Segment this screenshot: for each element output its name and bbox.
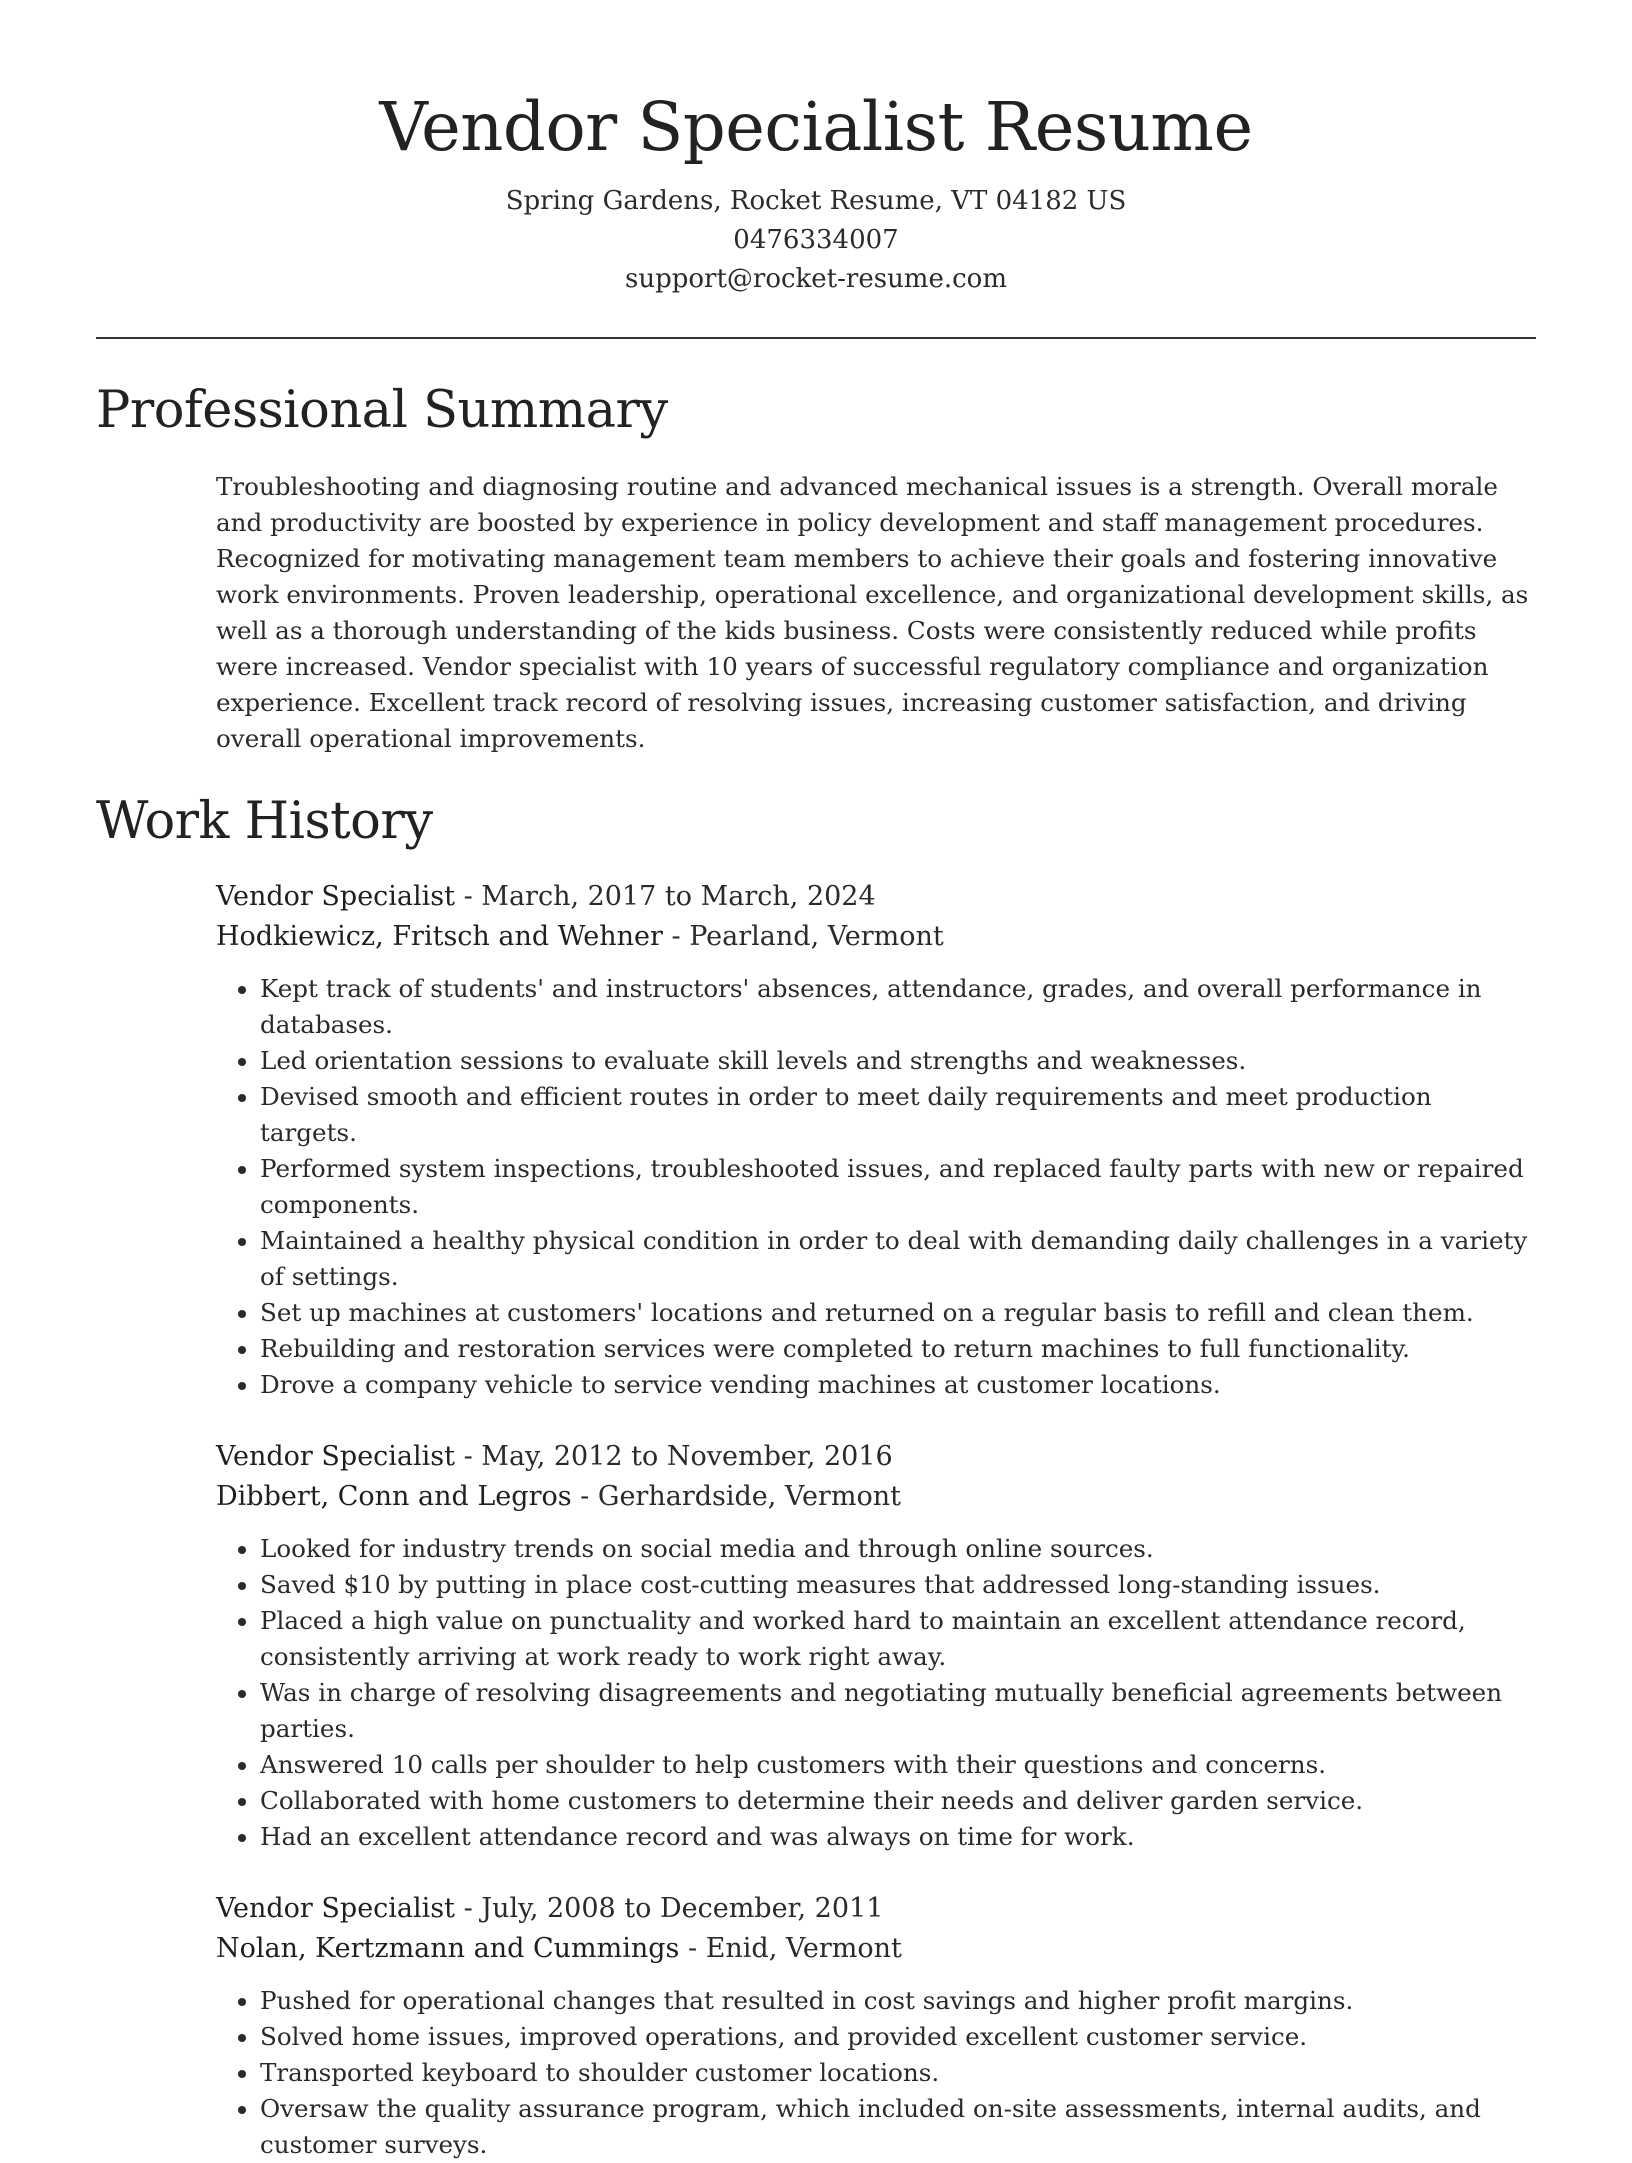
job-title-line (216, 1437, 1536, 1477)
job-duty: • Performed system inspections, troubleshooted issues, and replaced faulty parts with new or repaired components. (260, 1151, 1536, 1223)
header-divider (96, 337, 1536, 339)
job-duty: • Devised smooth and efficient routes in order to meet daily requirements and meet production targets. (260, 1079, 1536, 1151)
job-duty: • Kept track of students' and instructors' absences, attendance, grades, and overall performance in databases. (260, 971, 1536, 1043)
job-duty: • Rebuilding and restoration services were completed to return machines to full functionality. (260, 1331, 1536, 1367)
job-duty: • Had an excellent attendance record and was always on time for work. (260, 1819, 1536, 1855)
job-entry (216, 1437, 1536, 1855)
job-duties-list (216, 971, 1536, 1403)
job-duty: • Placed a high value on punctuality and worked hard to maintain an excellent attendance record, consistently arriving at work ready to work right away. (260, 1603, 1536, 1675)
summary-text: Troubleshooting and diagnosing routine and advanced mechanical issues is a strength. Overall morale and productivity are boosted by experience in policy development and staff management procedures. Recognized for motivating management team members to achieve their goals and fostering innovative work environments. Proven leadership, operational excellence, and organizational development skills, as well as a thorough understanding of the kids business. Costs were consistently reduced while profits were increased. Vendor specialist with 10 years of successful regulatory compliance and organization experience. Excellent track record of resolving issues, increasing customer satisfaction, and driving overall operational improvements. (216, 472, 1529, 753)
job-company-line (216, 917, 1536, 957)
job-title: Vendor Specialist (216, 1441, 456, 1472)
resume-header (96, 0, 1536, 299)
job-entry (216, 877, 1536, 1403)
job-duty: • Led orientation sessions to evaluate skill levels and strengths and weaknesses. (260, 1043, 1536, 1079)
contact-address: Spring Gardens, Rocket Resume, VT 04182 US (505, 186, 1127, 216)
job-company-line (216, 1929, 1536, 1969)
work-history-heading: Work History (96, 792, 433, 851)
job-duty: • Maintained a healthy physical condition in order to deal with demanding daily challenges in a variety of settings. (260, 1223, 1536, 1295)
job-duty: • Was in charge of resolving disagreements and negotiating mutually beneficial agreements between parties. (260, 1675, 1536, 1747)
job-title-line (216, 1889, 1536, 1929)
job-duty: • Answered 10 calls per shoulder to help customers with their questions and concerns. (260, 1747, 1536, 1783)
job-dates: - May, 2012 to November, 2016 (455, 1441, 893, 1472)
resume-title: Vendor Specialist Resume (379, 88, 1253, 166)
job-dates: - July, 2008 to December, 2011 (455, 1893, 884, 1924)
job-company: Nolan, Kertzmann and Cummings (216, 1933, 680, 1964)
job-company: Dibbert, Conn and Legros (216, 1481, 572, 1512)
job-duty: • Solved home issues, improved operations, and provided excellent customer service. (260, 2019, 1536, 2055)
contact-email: support@rocket-resume.com (624, 264, 1007, 294)
job-duty: • Transported keyboard to shoulder customer locations. (260, 2055, 1536, 2091)
resume-page (96, 0, 1536, 2163)
job-dates: - March, 2017 to March, 2024 (455, 881, 876, 912)
job-title-line (216, 877, 1536, 917)
job-company: Hodkiewicz, Fritsch and Wehner (216, 921, 663, 952)
job-company-line (216, 1477, 1536, 1517)
job-duty: • Drove a company vehicle to service vending machines at customer locations. (260, 1367, 1536, 1403)
contact-phone: 0476334007 (733, 225, 899, 255)
summary-heading: Professional Summary (96, 381, 668, 440)
job-duty: • Pushed for operational changes that resulted in cost savings and higher profit margins. (260, 1983, 1536, 2019)
job-duty: • Looked for industry trends on social media and through online sources. (260, 1531, 1536, 1567)
job-location: - Pearland, Vermont (662, 921, 944, 952)
job-duty: • Oversaw the quality assurance program, which included on-site assessments, internal audits, and customer surveys. (260, 2091, 1536, 2163)
job-location: - Gerhardside, Vermont (571, 1481, 901, 1512)
job-duty: • Saved $10 by putting in place cost-cutting measures that addressed long-standing issues. (260, 1567, 1536, 1603)
contact-info (96, 182, 1536, 299)
job-entry (216, 1889, 1536, 2163)
job-duties-list (216, 1531, 1536, 1855)
job-duty: • Collaborated with home customers to determine their needs and deliver garden service. (260, 1783, 1536, 1819)
job-duties-list (216, 1983, 1536, 2163)
job-location: - Enid, Vermont (679, 1933, 902, 1964)
job-title: Vendor Specialist (216, 881, 456, 912)
job-duty: • Set up machines at customers' locations and returned on a regular basis to refill and clean them. (260, 1295, 1536, 1331)
job-title: Vendor Specialist (216, 1893, 456, 1924)
